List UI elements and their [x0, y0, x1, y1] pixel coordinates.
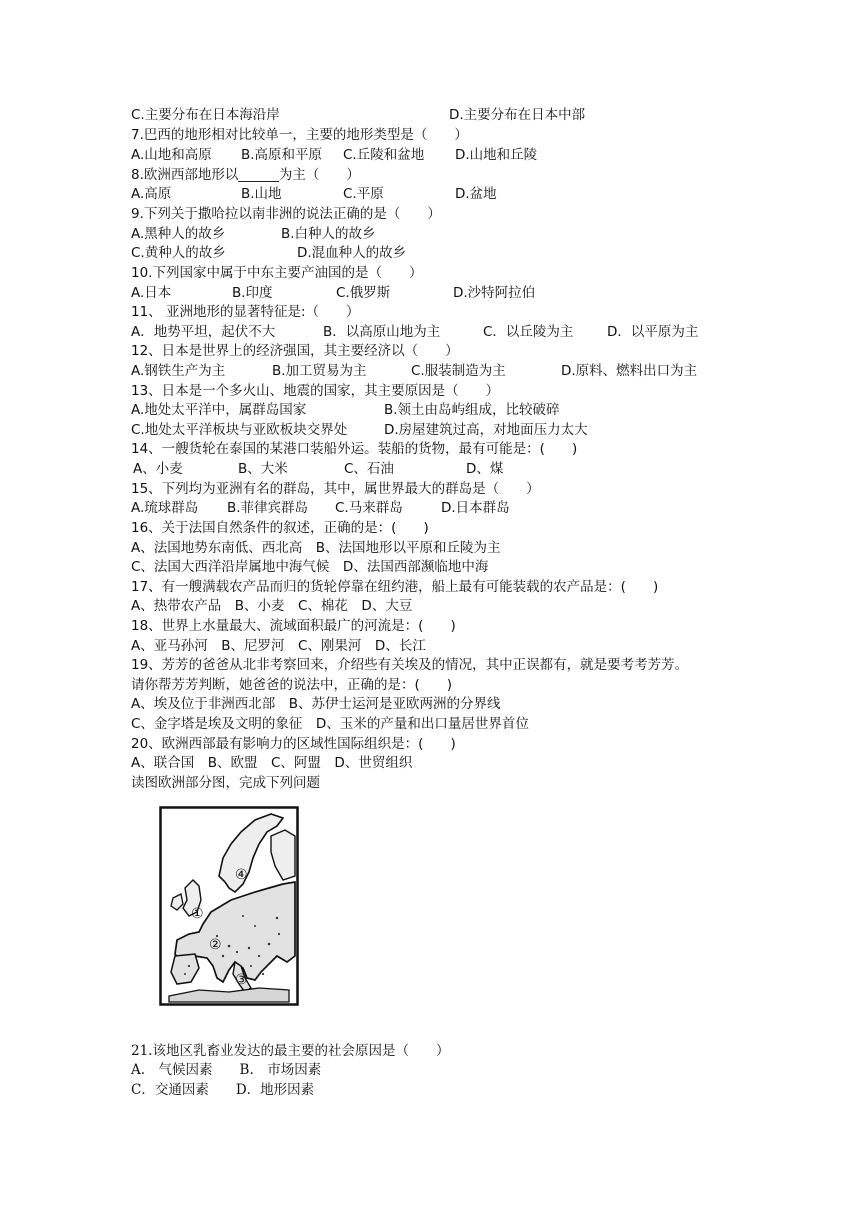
question-11: 11、 亚洲地形的显著特征是:（ ） — [131, 304, 360, 320]
question-9: 9.下列关于撒哈拉以南非洲的说法正确的是（ ） — [131, 206, 441, 222]
option-d: D.盆地 — [455, 186, 497, 202]
option-b: B、大米 — [238, 461, 288, 477]
option-c: C.马来群岛 — [335, 500, 403, 516]
option-a: A.琉球群岛 — [131, 500, 199, 516]
question-17-options: A、热带农产品 B、小麦 C、棉花 D、大豆 — [131, 598, 413, 614]
map-instruction: 读图欧洲部分图，完成下列问题 — [131, 775, 320, 791]
option-a: A.日本 — [131, 285, 172, 301]
option-b: B.白种人的故乡 — [281, 226, 376, 242]
question-7: 7.巴西的地形相对比较单一，主要的地形类型是（ ） — [131, 127, 468, 143]
question-16: 16、关于法国自然条件的叙述，正确的是：( ) — [131, 520, 429, 536]
option-b: B.领土由岛屿组成，比较破碎 — [384, 402, 560, 418]
map-marker-1: ① — [191, 906, 204, 922]
option-c: C．以丘陵为主 — [483, 324, 574, 340]
option-d: D.沙特阿拉伯 — [453, 285, 536, 301]
option-b: B.高原和平原 — [241, 147, 323, 163]
option-d: D、煤 — [466, 461, 504, 477]
option-a: A．地势平坦，起伏不大 — [131, 324, 276, 340]
option-c: C.平原 — [343, 186, 384, 202]
question-15: 15、下列均为亚洲有名的群岛，其中，属世界最大的群岛是（ ） — [131, 481, 540, 497]
question-13: 13、日本是一个多火山、地震的国家，其主要原因是（ ） — [131, 383, 500, 399]
option-a: A.黑种人的故乡 — [131, 226, 226, 242]
question-17: 17、有一艘满载农产品而归的货轮停靠在纽约港，船上最有可能装载的农产品是：( ) — [131, 579, 659, 595]
option-c: C.地处太平洋板块与亚欧板块交界处 — [131, 422, 348, 438]
question-20-options: A、联合国 B、欧盟 C、阿盟 D、世贸组织 — [131, 755, 413, 771]
option-c: C.主要分布在日本海沿岸 — [131, 107, 280, 123]
question-19-options-cd: C、金字塔是埃及文明的象征 D、玉米的产量和出口量居世界首位 — [131, 716, 529, 732]
option-d: D.原料、燃料出口为主 — [561, 363, 698, 379]
question-19: 19、芳芳的爸爸从北非考察回来，介绍些有关埃及的情况，其中正误都有，就是要考考芳芳。 — [131, 657, 689, 673]
question-12: 12、日本是世界上的经济强国，其主要经济以（ ） — [131, 343, 459, 359]
option-d: D.混血种人的故乡 — [297, 245, 407, 261]
option-a: A、小麦 — [133, 461, 183, 477]
option-b: B.山地 — [241, 186, 282, 202]
question-16-options-cd: C、法国大西洋沿岸属地中海气候 D、法国西部濒临地中海 — [131, 559, 489, 575]
option-c: C.服装制造为主 — [411, 363, 506, 379]
option-a: A.地处太平洋中，属群岛国家 — [131, 402, 307, 418]
option-c: C.俄罗斯 — [336, 285, 391, 301]
map-marker-4: ④ — [235, 867, 248, 883]
question-21-options-ab: A. 气候因素 B. 市场因素 — [131, 1062, 322, 1078]
option-c: C、石油 — [344, 461, 394, 477]
option-d: D.山地和丘陵 — [455, 147, 538, 163]
option-a: A.钢铁生产为主 — [131, 363, 226, 379]
question-16-options-ab: A、法国地势东南低、西北高 B、法国地形以平原和丘陵为主 — [131, 540, 501, 556]
option-d: D.房屋建筑过高，对地面压力太大 — [384, 422, 588, 438]
option-b: B.菲律宾群岛 — [227, 500, 309, 516]
question-10: 10.下列国家中属于中东主要产油国的是（ ） — [131, 265, 423, 281]
map-marker-2: ② — [209, 937, 222, 953]
map-marker-3: ③ — [235, 972, 248, 988]
question-21-options-cd: C．交通因素 D．地形因素 — [131, 1082, 315, 1098]
question-19-options-ab: A、埃及位于非洲西北部 B、苏伊士运河是亚欧两洲的分界线 — [131, 696, 501, 712]
question-18: 18、世界上水量最大、流域面积最广的河流是：( ) — [131, 618, 456, 634]
option-d: D.主要分布在日本中部 — [449, 107, 586, 123]
option-b: B.印度 — [232, 285, 273, 301]
question-18-options: A、亚马孙河 B、尼罗河 C、刚果河 D、长江 — [131, 638, 426, 654]
option-c: C.黄种人的故乡 — [131, 245, 226, 261]
question-19-line-2: 请你帮芳芳判断，她爸爸的说法中，正确的是：( ) — [131, 677, 453, 693]
question-8: 8.欧洲西部地形以______为主（ ） — [131, 167, 360, 183]
option-c: C.丘陵和盆地 — [343, 147, 425, 163]
option-b: B．以高原山地为主 — [323, 324, 441, 340]
option-d: D．以平原为主 — [607, 324, 699, 340]
option-d: D.日本群岛 — [441, 500, 510, 516]
europe-map — [159, 806, 299, 1006]
option-a: A.高原 — [131, 186, 172, 202]
question-20: 20、欧洲西部最有影响力的区域性国际组织是：( ) — [131, 736, 456, 752]
option-a: A.山地和高原 — [131, 147, 212, 163]
question-21: 21.该地区乳畜业发达的最主要的社会原因是（ ） — [131, 1043, 450, 1059]
option-b: B.加工贸易为主 — [272, 363, 367, 379]
question-14: 14、一艘货轮在泰国的某港口装船外运。装船的货物，最有可能是：( ) — [131, 441, 578, 457]
